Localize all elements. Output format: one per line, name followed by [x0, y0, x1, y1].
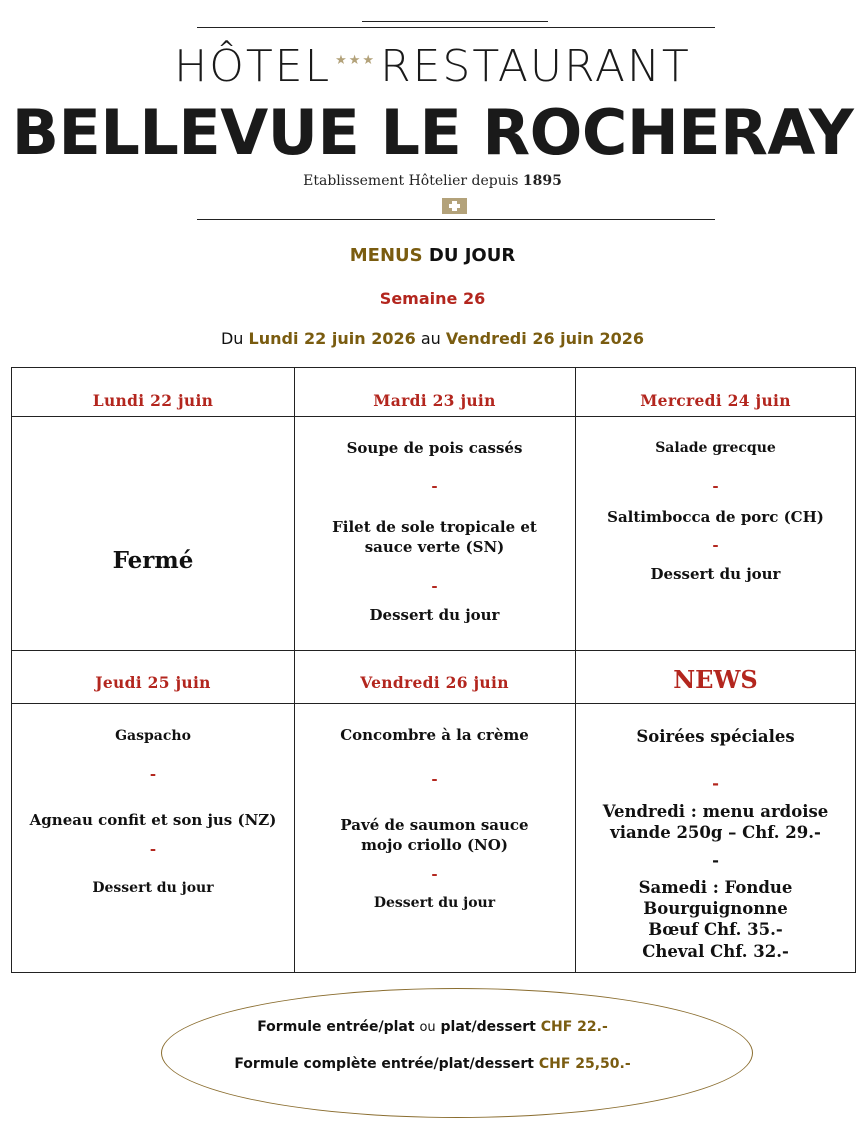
mardi-dessert: Dessert du jour — [369, 606, 500, 624]
logo-hotel-restaurant — [0, 42, 865, 94]
news-separator: - — [712, 774, 719, 793]
vendredi-starter: Concombre à la crème — [340, 726, 529, 744]
date-range-end: Vendredi 26 juin 2026 — [445, 329, 644, 348]
formule-2-price: CHF 25,50.- — [538, 1056, 631, 1072]
formule-1-b: plat/dessert — [440, 1019, 536, 1035]
row-divider — [12, 650, 855, 651]
mardi-starter: Soupe de pois cassés — [346, 439, 523, 457]
formule-2-text: Formule complète entrée/plat/dessert — [234, 1056, 534, 1072]
news-friday-line2: viande 250g – Chf. 29.- — [610, 823, 821, 842]
vendredi-dessert: Dessert du jour — [373, 895, 496, 911]
mercredi-starter: Salade grecque — [655, 440, 776, 456]
mercredi-separator: - — [712, 477, 719, 495]
news-title: Soirées spéciales — [636, 727, 795, 746]
logo-hotel-text: HÔTEL — [174, 41, 332, 92]
formule-line-2 — [0, 1056, 865, 1072]
vendredi-separator: - — [431, 865, 438, 883]
menu-table — [11, 367, 856, 973]
logo-tagline-year: 1895 — [522, 173, 562, 189]
news-saturday-line3: Bœuf Chf. 35.- — [648, 920, 783, 939]
day-header-mercredi: Mercredi 24 juin — [640, 391, 791, 410]
logo-tagline-text: Etablissement Hôtelier depuis — [303, 173, 519, 189]
news-saturday-line1: Samedi : Fondue — [638, 878, 793, 897]
jeudi-dessert: Dessert du jour — [92, 880, 214, 896]
logo-stars: ★★★ — [335, 53, 377, 68]
date-range-start: Lundi 22 juin 2026 — [248, 329, 416, 348]
title-du-jour: DU JOUR — [428, 245, 516, 266]
logo-hotel-name: BELLEVUE LE ROCHERAY — [11, 96, 854, 169]
day-header-mardi: Mardi 23 juin — [373, 391, 496, 410]
logo-top-rule — [197, 27, 715, 28]
row-divider — [12, 416, 855, 417]
title-menus: MENUS — [349, 245, 423, 266]
vendredi-main: Pavé de saumon sauce mojo criollo (NO) — [340, 816, 529, 854]
formule-1-price: CHF 22.- — [540, 1019, 608, 1035]
jeudi-separator: - — [149, 765, 157, 783]
mardi-separator: - — [431, 577, 438, 595]
swiss-cross-icon — [442, 198, 467, 214]
date-range-au: au — [420, 329, 441, 348]
jeudi-starter: Gaspacho — [115, 728, 191, 744]
date-range — [0, 329, 865, 348]
news-friday-line1: Vendredi : menu ardoise — [602, 802, 829, 821]
logo-top-rule-short — [362, 21, 548, 22]
formule-line-1 — [0, 1019, 865, 1035]
logo-restaurant-text: RESTAURANT — [380, 41, 691, 92]
news-separator-2: - — [712, 851, 719, 870]
logo-tagline — [0, 171, 865, 191]
mardi-main: Filet de sole tropicale et sauce verte (SN) — [332, 518, 537, 556]
logo-bottom-rule — [197, 219, 715, 220]
mardi-separator: - — [431, 477, 438, 495]
news-saturday-line2: Bourguignonne — [643, 899, 788, 918]
jeudi-separator: - — [149, 840, 157, 858]
jeudi-main: Agneau confit et son jus (NZ) — [29, 811, 277, 829]
lundi-closed: Fermé — [112, 547, 194, 574]
mercredi-separator: - — [712, 536, 719, 554]
formule-1-a: Formule entrée/plat — [257, 1019, 415, 1035]
week-label: Semaine 26 — [379, 289, 486, 308]
page-title — [0, 245, 865, 266]
news-saturday-line4: Cheval Chf. 32.- — [642, 942, 789, 961]
formules-ellipse — [161, 988, 753, 1118]
mercredi-dessert: Dessert du jour — [650, 565, 781, 583]
date-range-du: Du — [220, 329, 244, 348]
day-header-vendredi: Vendredi 26 juin — [360, 673, 509, 692]
row-divider — [12, 703, 855, 704]
day-header-lundi: Lundi 22 juin — [92, 391, 214, 410]
formule-1-ou: ou — [419, 1020, 436, 1035]
day-header-jeudi: Jeudi 25 juin — [95, 673, 211, 692]
news-header: NEWS — [673, 665, 758, 694]
mercredi-main: Saltimbocca de porc (CH) — [607, 508, 824, 526]
vendredi-separator: - — [431, 770, 438, 788]
